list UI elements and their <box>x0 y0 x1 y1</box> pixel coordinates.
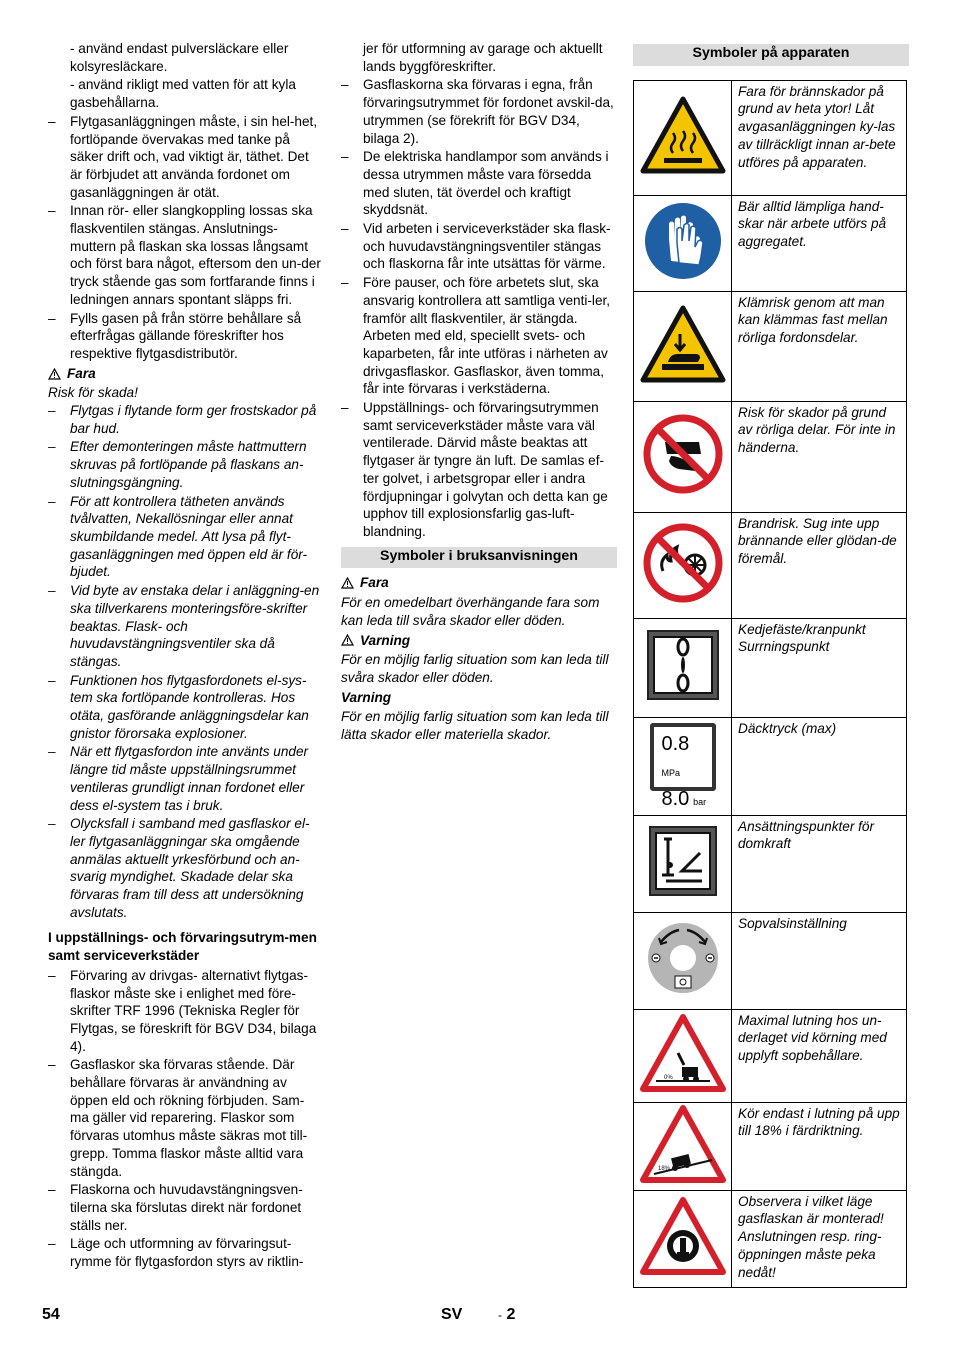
section-heading: Symboler i bruksanvisningen <box>341 547 617 569</box>
list-item: – När ett flytgasfordon inte använts under längre tid måste uppställningsrummet ventileras grundligt innan fordonet eller dess el-system tas i bruk. <box>48 743 322 814</box>
list-item: – Läge och utformning av förvaringsut-rymme för flytgasfordon styrs av riktlin- <box>48 1235 322 1270</box>
warning-triangle-icon <box>341 577 354 589</box>
table-row <box>634 80 907 195</box>
language-code: SV <box>441 1306 463 1323</box>
slope-percent-label: 18% <box>657 1165 670 1172</box>
pressure-bar-unit: bar <box>693 796 707 807</box>
no-hands-icon <box>641 412 725 496</box>
symbol-description: Däcktryck (max) <box>732 717 907 815</box>
slope-percent-label: 0% <box>663 1075 673 1082</box>
table-row <box>634 401 907 512</box>
symbol-table <box>633 80 907 1288</box>
warning-triangle-icon <box>48 368 61 380</box>
tire-pressure-icon <box>650 723 716 810</box>
list-item: – Gasflaskor ska förvaras stående. Där behållare förvaras är användning av öppen eld och rökning förbjuden. Sam-ma gäller vid reparering. Flaskor som förvaras utomhus måste säkras mot till-grepp. Tomma flaskor måste alltid vara stängda. <box>48 1056 322 1180</box>
symbol-description: Brandrisk. Sug inte upp brännande eller glödan-de föremål. <box>732 512 907 618</box>
list-item: – För att kontrollera tätheten används tvålvatten, Nekallösningar eller annat skumbildande medel. Att lysa på flyt-gasanläggningen med öppen eld är för-bjudet. <box>48 493 322 582</box>
fara-heading <box>341 574 617 592</box>
list-item: – Flaskorna och huvudavstängningsven-tilerna ska förslutas direkt när fordonet ställs ner. <box>48 1181 322 1234</box>
no-burning-objects-icon <box>641 521 725 605</box>
table-row <box>634 195 907 291</box>
symbol-description: Klämrisk genom att man kan klämmas fast mellan rörliga fordonsdelar. <box>732 291 907 401</box>
symbol-description: Ansättningspunkter för domkraft <box>732 815 907 912</box>
symbol-description: Fara för brännskador på grund av heta ytor! Låt avgasanläggningen ky-las av tillräckligt innan ar-bete utföres på apparaten. <box>732 80 907 195</box>
section-num: 2 <box>506 1306 516 1323</box>
fara-text: För en omedelbart överhängande fara som kan leda till svåra skador eller döden. <box>341 595 600 628</box>
hot-surface-warning-icon <box>640 95 726 175</box>
list-item: – Gasflaskorna ska förvaras i egna, från förvaringsutrymmet för fordonet avskil-da, utrymmen (se förekrift för BGV D34, bilaga 2). <box>341 76 617 147</box>
max-slope-icon <box>640 1013 726 1093</box>
list-item: – Vid byte av enstaka delar i anläggning-en ska tillverkarens monteringsföre-skrifter beaktas. Flask- och huvudavstängningsventiler ska då stängas. <box>48 582 322 671</box>
crush-hazard-icon <box>640 304 726 384</box>
section-separator: - <box>498 1308 502 1322</box>
pressure-mpa-value: 0.8 <box>661 732 690 755</box>
symbol-description: Risk för skador på grund av rörliga delar. För inte in händerna. <box>732 401 907 512</box>
table-row <box>634 1190 907 1287</box>
warning-title: Fara <box>67 365 96 381</box>
warning-triangle-icon <box>341 634 354 646</box>
table-row <box>634 1009 907 1102</box>
symbol-description: Kedjefäste/kranpunkt Surrningspunkt <box>732 618 907 717</box>
table-row <box>634 618 907 717</box>
warning-heading <box>48 365 322 383</box>
page-number: 54 <box>42 1306 60 1323</box>
list-item: – Uppställnings- och förvaringsutrymmen samt serviceverkstäder måste vara väl ventilerade. Därvid måste beaktas att flytgaser är tyngre än luft. De samlas ef-ter golvet, i arbetsgropar eller i andra fördjupningar i golvytan och detta kan ge upphov till explosionsfarlig gas-luft-blandning. <box>341 399 617 541</box>
symbol-description: Sopvalsinställning <box>732 912 907 1009</box>
list-item: – Funktionen hos flytgasfordonets el-sys-tem ska fortlöpande kontrolleras. Hos otäta, gasförande anläggningsdelar kan gnistor förorsaka explosioner. <box>48 672 322 743</box>
fara-title: Fara <box>360 575 389 591</box>
table-row <box>634 512 907 618</box>
symbol-description: Kör endast i lutning på upp till 18% i färdriktning. <box>732 1102 907 1190</box>
list-item: – Flytgasanläggningen måste, i sin hel-het, fortlöpande övervakas med tanke på säker drift och, vad viktigt är, täthet. Det är förbjudet att använda fordonet om gasanläggningen är otät. <box>48 113 322 202</box>
table-row <box>634 291 907 401</box>
pressure-mpa-unit: MPa <box>661 767 681 778</box>
warning-text: Risk för skada! <box>48 385 138 401</box>
list-item: – Efter demonteringen måste hattmuttern skruvas på fortlöpande på flaskans an-slutningsgängning. <box>48 438 322 491</box>
wear-gloves-icon <box>643 201 723 281</box>
list-item: – Fylls gasen på från större behållare så efterfrågas gällande föreskrifter hos respektive flytgasdistributör. <box>48 310 322 363</box>
continued-text: jer för utformning av garage och aktuellt lands byggföreskrifter. <box>363 41 603 74</box>
list-item: – Förvaring av drivgas- alternativt flytgas-flaskor måste ske i enlighet med före-skrifter TRF 1996 (Tekniska Regler för Flytgas, se föreskrift för BGV D34, bilaga 4). <box>48 967 322 1056</box>
table-row <box>634 912 907 1009</box>
varning-title-2: Varning <box>341 689 392 705</box>
pressure-bar-value: 8.0 <box>661 787 690 810</box>
varning-text-2: För en möjlig farlig situation som kan leda till lätta skador eller materiella skador. <box>341 709 609 743</box>
subheading: I uppställnings- och förvaringsutrym-men samt serviceverkstäder <box>48 930 317 964</box>
varning-heading <box>341 632 617 650</box>
list-item: – De elektriska handlampor som används i dessa utrymmen måste vara försedda med sluten, tät överdel och kraftigt skyddsnät. <box>341 148 617 219</box>
column-1 <box>48 40 322 1272</box>
list-item: – Flytgas i flytande form ger frostskador på bar hud. <box>48 402 322 437</box>
symbol-description: Bär alltid lämpliga hand-skar när arbete utförs på aggregatet. <box>732 195 907 291</box>
section-heading: Symboler på apparaten <box>633 44 909 66</box>
symbol-description: Observera i vilket läge gasflaskan är monterad! Anslutningen resp. ring-öppningen måste peka nedåt! <box>732 1190 907 1287</box>
brush-adjust-icon <box>645 920 721 996</box>
symbol-description: Maximal lutning hos un-derlaget vid körning med upplyft sopbehållare. <box>732 1009 907 1102</box>
jack-point-icon <box>648 825 718 897</box>
list-item: – Vid arbeten i serviceverkstäder ska flask- och huvudavstängningsventiler stängas och flaskorna får inte utsättas för värme. <box>341 220 617 273</box>
column-3 <box>633 40 909 1288</box>
table-row <box>634 717 907 815</box>
chain-anchor-icon <box>646 629 720 701</box>
list-item: – Olycksfall i samband med gasflaskor el-ler flytgasanläggningar ska omgående anmälas aktuellt yrkesförbund och an-svarig myndighet. Skadade delar ska förvaras fram till dess att undersökning avslutats. <box>48 815 322 921</box>
varning-title: Varning <box>360 632 411 648</box>
list-item: – Innan rör- eller slangkoppling lossas ska flaskventilen stängas. Anslutnings-muttern på flaskan ska lossas långsamt och först bara något, eftersom den un-der tryck stående gas som fortfarande finns i ledningen annars spontant släpps fri. <box>48 202 322 308</box>
table-row <box>634 1102 907 1190</box>
list-item: – Före pauser, och före arbetets slut, ska ansvarig kontrollera att samtliga venti-ler, framför allt flaskventiler, är stängda. Arbeten med eld, speciellt svets- och kaparbeten, får inte utföras i närheten av drivgasflaskor. Gasflaskor, även tomma, får inte förvaras i verkstäderna. <box>341 274 617 398</box>
varning-text: För en möjlig farlig situation som kan leda till svåra skador eller döden. <box>341 652 609 685</box>
slope-18-icon <box>640 1104 726 1184</box>
section-number <box>498 1306 515 1325</box>
table-row <box>634 815 907 912</box>
sub-item: - använd endast pulversläckare eller kolsyresläckare. <box>70 41 289 74</box>
column-2 <box>341 40 617 744</box>
varning-heading-2 <box>341 689 617 707</box>
gas-bottle-orientation-icon <box>640 1196 726 1276</box>
sub-item: - använd rikligt med vatten för att kyla gasbehållarna. <box>70 77 296 111</box>
